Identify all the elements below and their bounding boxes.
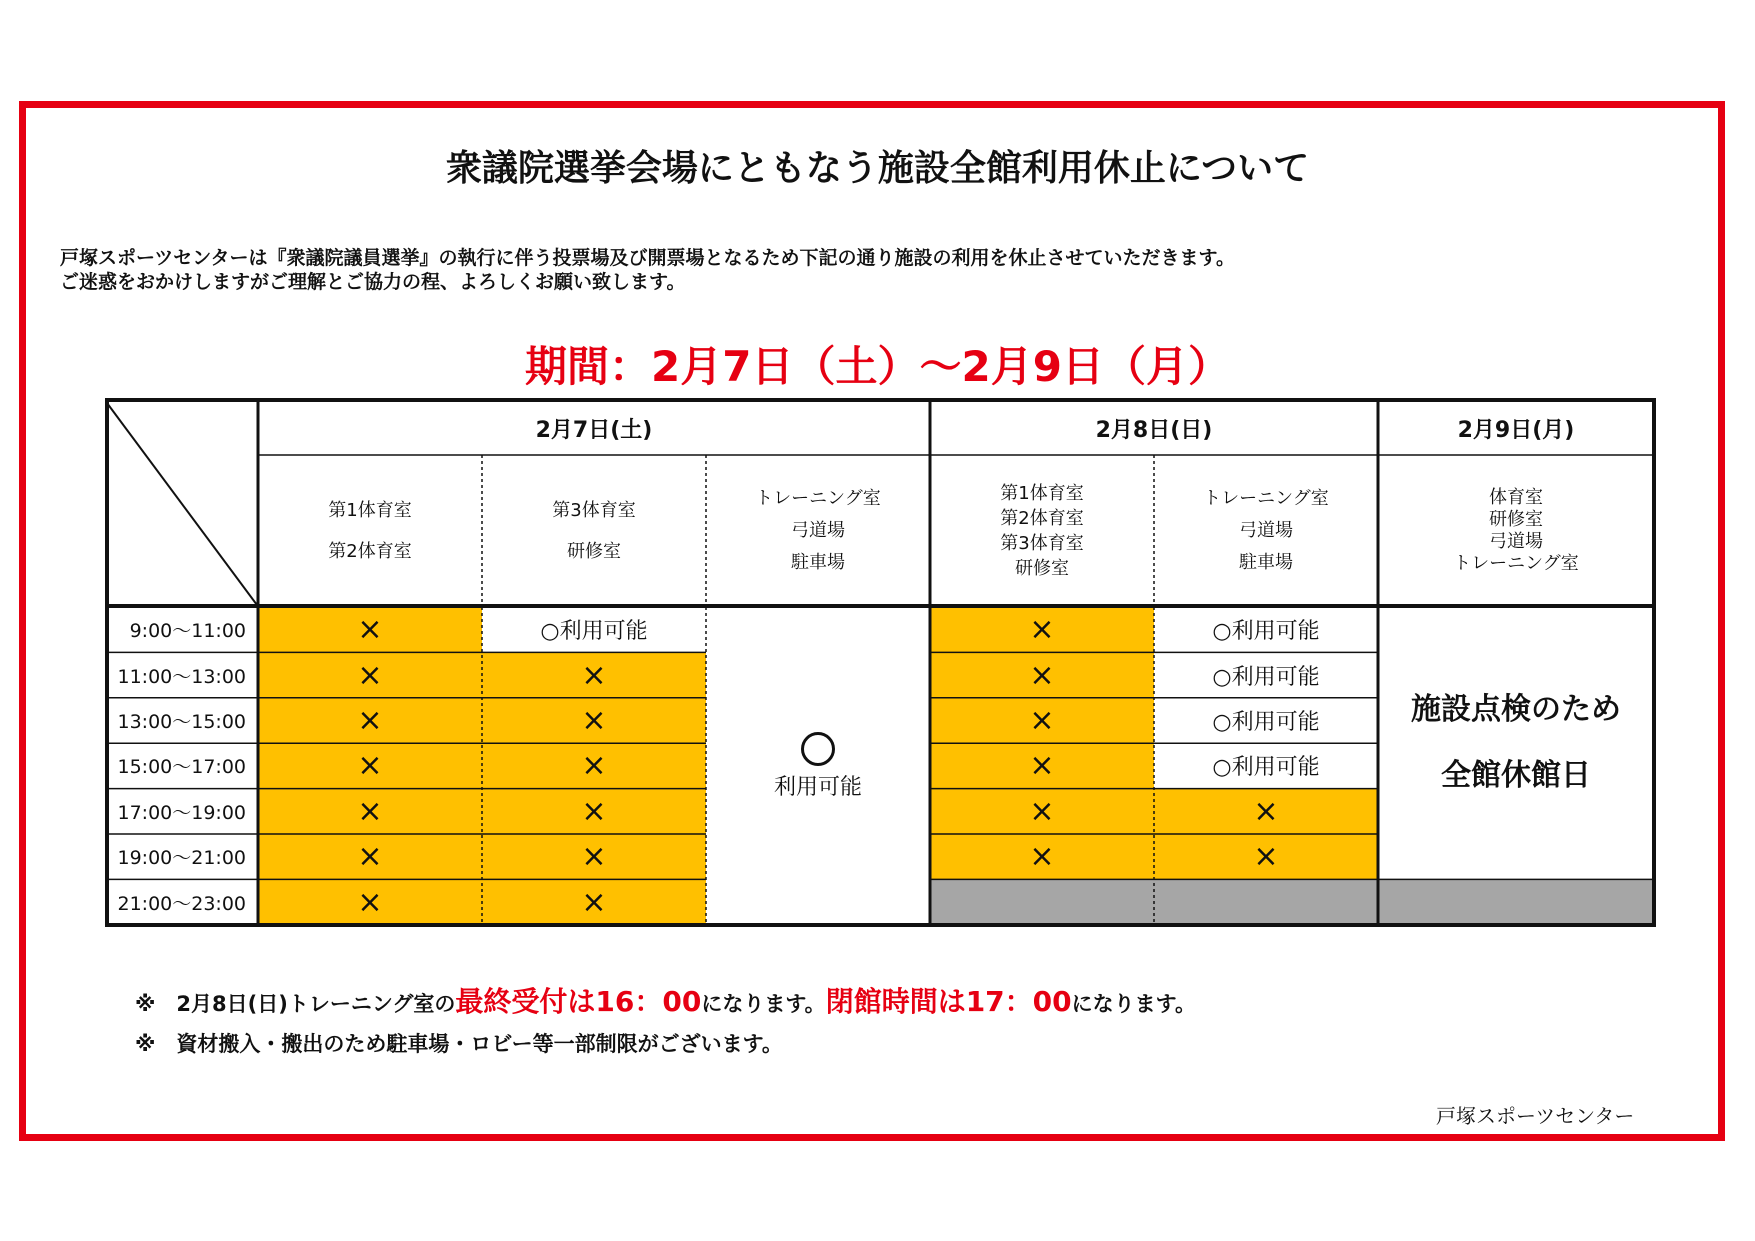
unavailable-cell: × [482,743,706,788]
unavailable-cell: × [258,789,482,834]
unavailable-cell: × [930,607,1154,652]
room-name: 体育室 [1489,486,1543,508]
closed-label-line-2: 全館休館日 [1441,758,1591,793]
time-slot: 21:00～23:00 [117,892,246,915]
closed-merged-cell [1378,607,1654,879]
available-merged-cell [706,607,930,925]
room-name: 研修室 [1015,557,1069,579]
circle-icon [801,732,835,766]
note-2: ※ 資材搬入・搬出のため駐車場・ロビー等一部制限がございます。 [135,1032,783,1056]
notes [135,982,1196,1064]
unavailable-cell: × [482,789,706,834]
room-header-gym-1-2 [258,455,482,606]
room-header-training-archery-parking [706,455,930,606]
room-name: トレーニング室 [1453,552,1579,574]
period-heading: 期間：2月7日（土）～2月9日（月） [525,342,1230,391]
room-header-training-archery-parking [1154,455,1378,606]
note-highlight: 閉館時間は17：00 [825,985,1072,1018]
unavailable-cell: × [482,834,706,879]
footer-org-name: 戸塚スポーツセンター [1436,1104,1635,1128]
available-cell: ○利用可能 [540,619,648,645]
time-slot: 15:00～17:00 [117,756,246,779]
unavailable-cell: × [1154,834,1378,879]
time-slot: 13:00～15:00 [117,710,246,733]
room-name: 駐車場 [791,551,845,573]
page-title: 衆議院選挙会場にともなう施設全館利用休止について [445,148,1310,189]
room-name: 第1体育室 [328,499,412,521]
corner-diagonal [107,403,257,605]
available-label: 利用可能 [773,774,862,800]
unavailable-cell: × [258,879,482,924]
note-text: になります。 [701,992,826,1016]
day-header-feb9: 2月9日(月) [1457,418,1575,443]
unavailable-cell: × [930,789,1154,834]
closed-label-line-1: 施設点検のため [1411,692,1621,727]
available-cell: ○利用可能 [1212,664,1320,690]
note-text: になります。 [1071,992,1196,1016]
note-1 [135,982,1196,1024]
unavailable-cell: × [258,607,482,652]
room-name: 第2体育室 [1000,507,1084,529]
unavailable-cell: × [1154,789,1378,834]
room-header-all-gyms [930,455,1154,606]
unavailable-cell: × [482,652,706,697]
room-name: 弓道場 [791,519,845,541]
time-slot: 9:00～11:00 [129,620,246,643]
room-name: 研修室 [567,540,621,562]
day-header-feb8: 2月8日(日) [1095,418,1213,443]
unavailable-cell: × [258,743,482,788]
time-slot: 11:00～13:00 [117,665,246,688]
intro-line-1: 戸塚スポーツセンターは『衆議院議員選挙』の執行に伴う投票場及び開票場となるため下記の通り施設の利用を休止させていただきます。 [60,247,1235,269]
available-cell: ○利用可能 [1212,709,1320,735]
room-name: 第2体育室 [328,540,412,562]
unavailable-cell: × [930,743,1154,788]
room-name: トレーニング室 [1203,487,1329,509]
unavailable-cell: × [482,879,706,924]
room-name: 弓道場 [1489,530,1543,552]
available-cell: ○利用可能 [1212,619,1320,645]
available-cell: ○利用可能 [1212,755,1320,781]
room-header-all-facilities [1378,455,1654,606]
unavailable-cell: × [930,652,1154,697]
time-slot: 17:00～19:00 [117,801,246,824]
intro-line-2: ご迷惑をおかけしますがご理解とご協力の程、よろしくお願い致します。 [60,271,686,293]
unavailable-cell: × [930,698,1154,743]
room-name: 研修室 [1489,508,1543,530]
room-header-gym-3-training-room [482,455,706,606]
room-name: 第3体育室 [552,499,636,521]
unavailable-cell: × [258,698,482,743]
room-name: 駐車場 [1239,551,1293,573]
room-name: 第1体育室 [1000,482,1084,504]
unavailable-cell: × [258,834,482,879]
unavailable-cell: × [258,652,482,697]
time-slot: 19:00～21:00 [117,847,246,870]
day-header-feb7: 2月7日(土) [535,418,653,443]
room-name: トレーニング室 [755,487,881,509]
room-name: 弓道場 [1239,519,1293,541]
room-name: 第3体育室 [1000,532,1084,554]
note-text: ※ 2月8日(日)トレーニング室の [135,992,456,1016]
unavailable-cell: × [930,834,1154,879]
unavailable-cell: × [482,698,706,743]
note-highlight: 最終受付は16：00 [455,985,702,1018]
